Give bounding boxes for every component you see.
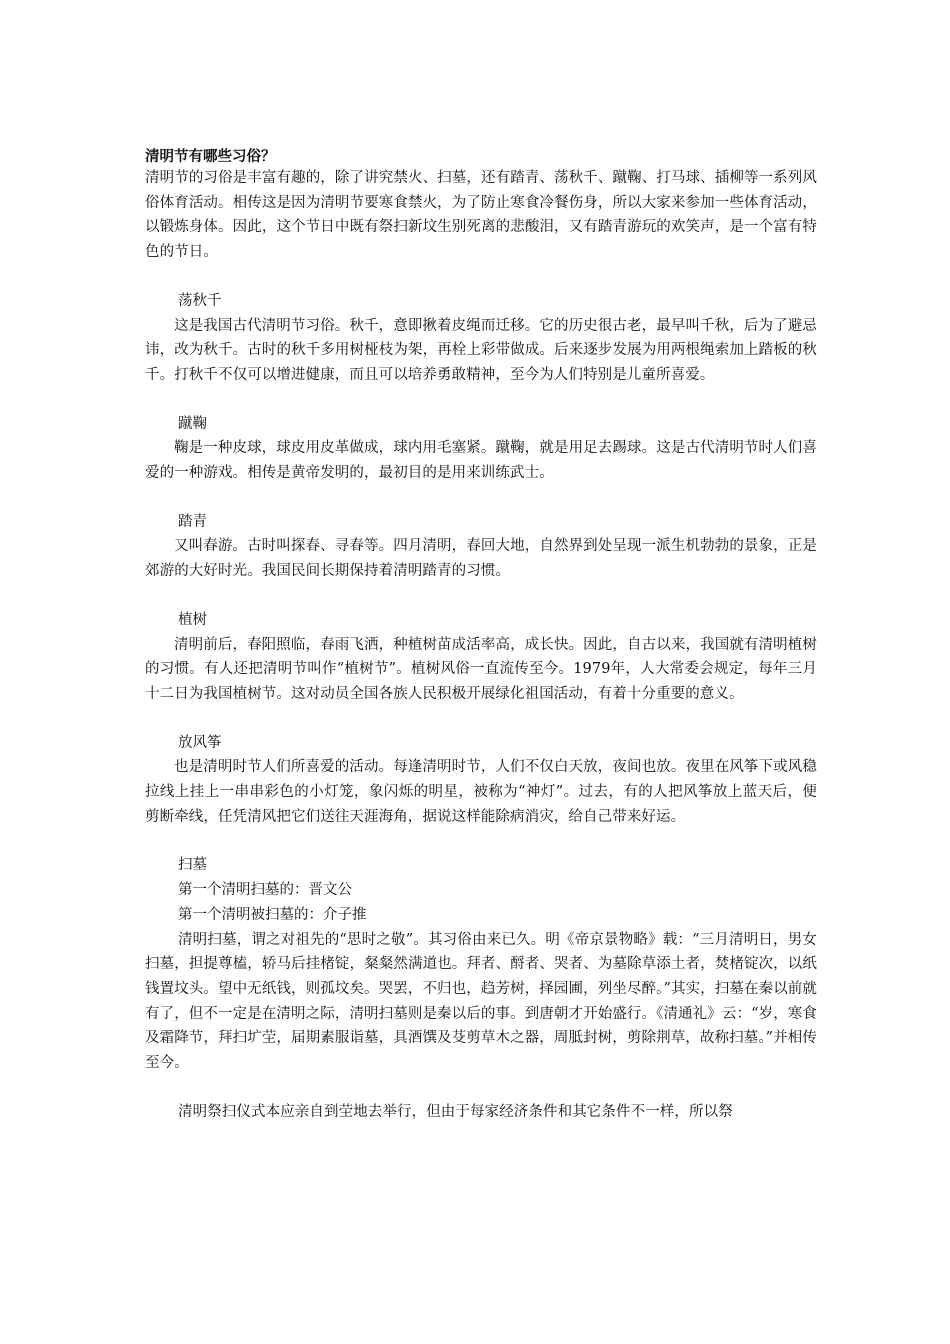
document-title: 清明节有哪些习俗？ [145, 149, 276, 165]
closing-section [145, 1100, 817, 1125]
section-tree-planting [145, 608, 817, 707]
section-taqing [145, 510, 817, 584]
intro-paragraph: 清明节的习俗是丰富有趣的，除了讲究禁火、扫墓，还有踏青、荡秋千、蹴鞠、打马球、插柳等一系列风俗体育活动。相传这是因为清明节要寒食禁火，为了防止寒食冷餐伤身，所以大家来参加一些体育活动，以锻炼身体。因此，这个节日中既有祭扫新坟生别死离的悲酸泪，又有踏青游玩的欢笑声，是一个富有特色的节日。 [145, 170, 817, 261]
first-sweeper-line: 第一个清明扫墓的：晋文公 [178, 882, 352, 899]
section-cuju [145, 412, 817, 486]
document-page [145, 148, 817, 1125]
section-tomb-sweeping [145, 853, 817, 1075]
section-body: 清明扫墓，谓之对祖先的“思时之敬”。其习俗由来已久。明《帝京景物略》载：“三月清明日，男女扫墓，担提尊榼，轿马后挂楮锭，粲粲然满道也。拜者、酹者、哭者、为墓除草添土者，焚楮锭次，以纸钱置坟头。望中无纸钱，则孤坟矣。哭罢，不归也，趋芳树，择园圃，列坐尽醉。”其实，扫墓在秦以前就有了，但不一定是在清明之际，清明扫墓则是秦以后的事。到唐朝才开始盛行。《清通礼》云：“岁，寒食及霜降节，拜扫圹茔，届期素服诣墓，具酒馔及芟剪草木之器，周胝封树，剪除荆草，故称扫墓。”并相传至今。 [145, 931, 817, 1072]
section-heading: 踏青 [178, 513, 207, 530]
section-heading: 植树 [178, 611, 207, 628]
section-body: 又叫春游。古时叫探春、寻春等。四月清明，春回大地，自然界到处呈现一派生机勃勃的景象，正是郊游的大好时光。我国民间长期保持着清明踏青的习惯。 [145, 538, 817, 580]
section-body: 这是我国古代清明节习俗。秋千，意即揪着皮绳而迁移。它的历史很古老，最早叫千秋，后为了避忌讳，改为秋千。古时的秋千多用树桠枝为架，再栓上彩带做成。后来逐步发展为用两根绳索加上踏板的秋千。打秋千不仅可以增进健康，而且可以培养勇敢精神，至今为人们特别是儿童所喜爱。 [145, 317, 817, 383]
section-body: 也是清明时节人们所喜爱的活动。每逢清明时节，人们不仅白天放，夜间也放。夜里在风筝下或风稳拉线上挂上一串串彩色的小灯笼，象闪烁的明星，被称为“神灯”。过去，有的人把风筝放上蓝天后，便剪断牵线，任凭清风把它们送往天涯海角，据说这样能除病消灾，给自己带来好运。 [145, 759, 817, 825]
section-kite [145, 731, 817, 830]
section-heading: 蹴鞠 [178, 415, 207, 432]
section-body: 鞠是一种皮球，球皮用皮革做成，球内用毛塞紧。蹴鞠，就是用足去踢球。这是古代清明节时人们喜爱的一种游戏。相传是黄帝发明的，最初目的是用来训练武士。 [145, 440, 817, 482]
section-heading: 扫墓 [178, 857, 207, 874]
section-swing [145, 289, 817, 388]
closing-paragraph: 清明祭扫仪式本应亲自到茔地去举行，但由于每家经济条件和其它条件不一样，所以祭 [178, 1103, 733, 1120]
section-body: 清明前后，春阳照临，春雨飞洒，种植树苗成活率高，成长快。因此，自古以来，我国就有清明植树的习惯。有人还把清明节叫作“植树节”。植树风俗一直流传至今。1979年，人大常委会规定，每年三月十二日为我国植树节。这对动员全国各族人民积极开展绿化祖国活动，有着十分重要的意义。 [145, 636, 817, 702]
section-heading: 放风筝 [178, 734, 222, 751]
section-heading: 荡秋千 [178, 292, 222, 309]
first-swept-line: 第一个清明被扫墓的：介子推 [178, 906, 367, 923]
